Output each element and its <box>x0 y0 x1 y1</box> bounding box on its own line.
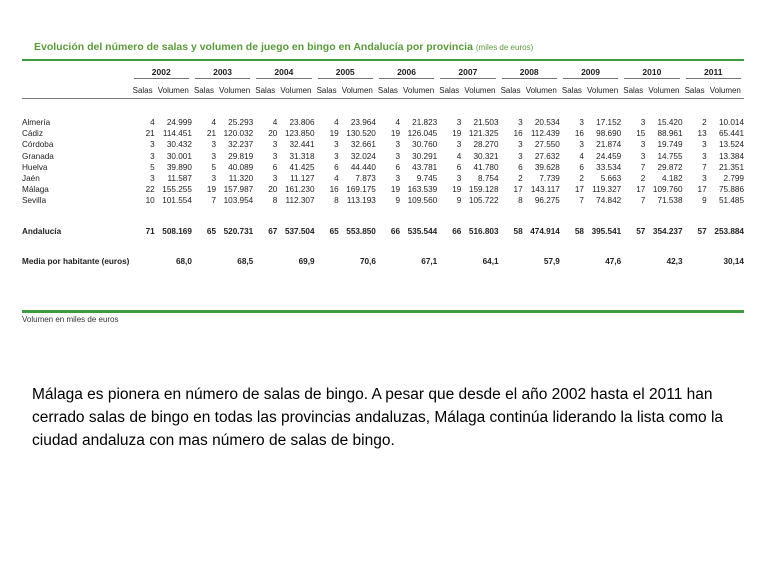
salas-column-header: Salas <box>437 82 461 99</box>
volumen-cell: 98.690 <box>596 129 622 139</box>
table-row <box>22 151 744 162</box>
volumen-cell: 30.291 <box>412 151 438 161</box>
salas-cell: 3 <box>211 174 217 184</box>
total-salas-cell: 57 <box>697 227 707 237</box>
year-header <box>192 64 253 82</box>
salas-cell: 17 <box>636 185 646 195</box>
province-name: Granada <box>22 151 54 161</box>
year-header-label: 2004 <box>256 67 311 79</box>
salas-column-header: Salas <box>683 82 707 99</box>
salas-column-header: Salas <box>192 82 216 99</box>
volumen-cell: 96.275 <box>534 196 560 206</box>
volumen-cell: 65.441 <box>718 129 744 139</box>
year-header-blank <box>22 64 131 82</box>
total-volumen-cell: 535.544 <box>407 227 438 237</box>
volumen-column-header: Volumen <box>155 82 192 99</box>
spacer-cell <box>22 239 744 255</box>
province-name: Jaén <box>22 174 40 184</box>
volumen-cell: 28.270 <box>473 140 499 150</box>
salas-column-header: Salas <box>253 82 277 99</box>
salas-cell: 7 <box>640 196 646 206</box>
province-name: Huelva <box>22 162 48 172</box>
total-volumen-cell: 253.884 <box>714 227 744 237</box>
volumen-cell: 51.485 <box>718 196 744 206</box>
salas-cell: 3 <box>395 151 400 161</box>
salas-cell: 2 <box>518 174 523 184</box>
volumen-cell: 41.425 <box>289 162 315 172</box>
salas-cell: 3 <box>150 140 155 150</box>
salas-cell: 4 <box>150 118 155 127</box>
salas-cell: 3 <box>150 174 155 184</box>
footnote: Volumen en miles de euros <box>22 315 119 324</box>
volumen-cell: 32.661 <box>350 140 376 150</box>
salas-cell: 19 <box>452 129 462 139</box>
volumen-cell: 25.293 <box>228 118 254 127</box>
salas-cell: 3 <box>334 151 339 161</box>
year-header-label: 2008 <box>502 67 557 79</box>
volumen-cell: 163.539 <box>407 185 438 195</box>
salas-cell: 4 <box>395 118 400 127</box>
salas-cell: 8 <box>272 196 278 206</box>
volumen-cell: 11.127 <box>290 174 315 184</box>
media-blank-cell <box>621 255 645 269</box>
media-value-cell: 57,9 <box>543 257 560 267</box>
media-value-cell: 70,6 <box>359 257 376 267</box>
volumen-cell: 31.318 <box>289 151 315 161</box>
salas-cell: 3 <box>211 151 217 161</box>
salas-cell: 5 <box>211 162 217 172</box>
volumen-column-header: Volumen <box>461 82 498 99</box>
volumen-cell: 39.628 <box>534 162 560 172</box>
spacer-row <box>22 239 744 255</box>
volumen-cell: 114.451 <box>162 129 192 139</box>
volumen-cell: 40.089 <box>228 162 254 172</box>
spacer-row <box>22 99 744 118</box>
volumen-cell: 10.014 <box>718 118 744 127</box>
volumen-cell: 8.754 <box>478 174 499 184</box>
salas-cell: 2 <box>579 174 584 184</box>
volumen-cell: 21.503 <box>473 118 499 127</box>
bingo-data-table <box>22 64 744 269</box>
salas-cell: 4 <box>272 118 278 127</box>
year-header-label: 2007 <box>440 67 495 79</box>
media-blank-cell <box>437 255 461 269</box>
year-header <box>315 64 376 82</box>
salas-cell: 3 <box>395 140 400 150</box>
volumen-cell: 112.307 <box>285 196 315 206</box>
volumen-cell: 4.182 <box>662 174 683 184</box>
media-blank-cell <box>315 255 339 269</box>
volumen-column-header: Volumen <box>645 82 682 99</box>
salas-cell: 6 <box>456 162 462 172</box>
table-title <box>34 41 533 53</box>
total-row <box>22 225 744 239</box>
volumen-cell: 143.117 <box>530 185 560 195</box>
volumen-cell: 123.850 <box>284 129 315 139</box>
table-row <box>22 173 744 184</box>
volumen-cell: 11.587 <box>167 174 192 184</box>
volumen-cell: 30.760 <box>412 140 438 150</box>
media-value-cell: 42,3 <box>666 257 683 267</box>
salas-cell: 3 <box>702 151 707 161</box>
salas-column-header: Salas <box>376 82 400 99</box>
salas-cell: 3 <box>456 118 462 127</box>
year-header <box>499 64 560 82</box>
salas-cell: 3 <box>702 140 707 150</box>
volumen-cell: 24.999 <box>166 118 192 127</box>
total-volumen-cell: 354.237 <box>652 227 683 237</box>
salas-cell: 7 <box>702 162 707 172</box>
volumen-cell: 101.554 <box>162 196 192 206</box>
volumen-cell: 161.230 <box>284 185 315 195</box>
total-volumen-cell: 553.850 <box>346 227 376 237</box>
salas-cell: 21 <box>145 129 155 139</box>
volumen-cell: 15.420 <box>657 118 683 127</box>
year-header-row <box>22 64 744 82</box>
salas-cell: 5 <box>150 162 155 172</box>
salas-cell: 6 <box>518 162 523 172</box>
salas-cell: 3 <box>211 140 217 150</box>
year-header-label: 2003 <box>195 67 250 79</box>
salas-cell: 3 <box>456 174 462 184</box>
province-name: Almería <box>22 118 51 127</box>
volumen-cell: 130.520 <box>346 129 376 139</box>
volumen-cell: 41.780 <box>473 162 499 172</box>
salas-cell: 7 <box>211 196 217 206</box>
salas-cell: 3 <box>334 140 339 150</box>
volumen-cell: 32.024 <box>350 151 376 161</box>
total-salas-cell: 65 <box>329 227 339 237</box>
bottom-divider <box>22 310 744 313</box>
volumen-cell: 120.032 <box>223 129 254 139</box>
salas-cell: 3 <box>640 140 646 150</box>
year-header-label: 2009 <box>563 67 618 79</box>
volumen-cell: 13.524 <box>718 140 744 150</box>
media-row <box>22 255 744 269</box>
year-header-label: 2002 <box>134 67 189 79</box>
volumen-cell: 33.534 <box>596 162 622 172</box>
volumen-cell: 30.432 <box>166 140 192 150</box>
volumen-cell: 126.045 <box>407 129 438 139</box>
table-row <box>22 184 744 195</box>
volumen-cell: 32.441 <box>289 140 315 150</box>
total-salas-cell: 58 <box>513 227 523 237</box>
salas-cell: 9 <box>702 196 707 206</box>
media-value-cell: 64,1 <box>482 257 499 267</box>
total-volumen-cell: 520.731 <box>223 227 254 237</box>
volumen-cell: 29.872 <box>657 162 683 172</box>
province-name: Sevilla <box>22 196 47 206</box>
salas-cell: 21 <box>206 129 217 139</box>
media-blank-cell <box>376 255 400 269</box>
media-value-cell: 68,5 <box>237 257 254 267</box>
column-header-blank <box>22 82 131 99</box>
salas-cell: 3 <box>272 151 278 161</box>
salas-cell: 22 <box>145 185 155 195</box>
volumen-column-header: Volumen <box>523 82 560 99</box>
salas-cell: 7 <box>640 162 646 172</box>
table-row <box>22 117 744 128</box>
salas-cell: 15 <box>636 129 646 139</box>
volumen-cell: 14.755 <box>657 151 683 161</box>
total-volumen-cell: 395.541 <box>591 227 622 237</box>
salas-cell: 8 <box>518 196 523 206</box>
salas-cell: 17 <box>513 185 523 195</box>
volumen-cell: 27.632 <box>534 151 560 161</box>
province-name: Cádiz <box>22 129 43 139</box>
media-blank-cell <box>253 255 277 269</box>
salas-cell: 3 <box>518 140 523 150</box>
salas-cell: 9 <box>456 196 462 206</box>
media-blank-cell <box>683 255 707 269</box>
spacer-row <box>22 207 744 225</box>
volumen-cell: 24.459 <box>596 151 622 161</box>
volumen-column-header: Volumen <box>216 82 253 99</box>
year-header <box>131 64 192 82</box>
media-blank-cell <box>192 255 216 269</box>
volumen-cell: 157.987 <box>223 185 254 195</box>
media-label: Media por habitante (euros) <box>22 257 130 267</box>
salas-cell: 6 <box>395 162 400 172</box>
year-header <box>560 64 621 82</box>
salas-cell: 6 <box>579 162 584 172</box>
year-header-label: 2006 <box>379 67 434 79</box>
salas-cell: 2 <box>640 174 646 184</box>
total-volumen-cell: 516.803 <box>468 227 499 237</box>
salas-cell: 6 <box>334 162 339 172</box>
salas-column-header: Salas <box>315 82 339 99</box>
salas-cell: 4 <box>211 118 217 127</box>
table-row <box>22 162 744 173</box>
volumen-column-header: Volumen <box>584 82 621 99</box>
volumen-cell: 44.440 <box>350 162 376 172</box>
volumen-cell: 74.842 <box>596 196 622 206</box>
media-blank-cell <box>560 255 584 269</box>
salas-cell: 3 <box>395 174 400 184</box>
total-salas-cell: 71 <box>145 227 155 237</box>
salas-cell: 2 <box>702 118 707 127</box>
volumen-cell: 105.722 <box>468 196 499 206</box>
total-volumen-cell: 537.504 <box>284 227 315 237</box>
salas-cell: 3 <box>579 140 584 150</box>
salas-cell: 3 <box>456 140 462 150</box>
volumen-cell: 159.128 <box>468 185 499 195</box>
volumen-cell: 119.327 <box>592 185 622 195</box>
salas-cell: 3 <box>518 151 523 161</box>
volumen-cell: 30.001 <box>166 151 192 161</box>
salas-cell: 19 <box>329 129 339 139</box>
total-salas-cell: 58 <box>574 227 584 237</box>
salas-cell: 4 <box>334 118 339 127</box>
table-row <box>22 128 744 139</box>
volumen-cell: 23.964 <box>350 118 376 127</box>
salas-cell: 3 <box>579 118 584 127</box>
media-value-cell: 30,14 <box>723 257 744 267</box>
volumen-cell: 17.152 <box>596 118 622 127</box>
salas-column-header: Salas <box>560 82 584 99</box>
salas-cell: 6 <box>272 162 278 172</box>
total-salas-cell: 65 <box>206 227 217 237</box>
volumen-cell: 109.560 <box>407 196 438 206</box>
salas-cell: 3 <box>640 151 646 161</box>
salas-cell: 3 <box>272 174 278 184</box>
volumen-cell: 21.351 <box>718 162 744 172</box>
salas-cell: 19 <box>452 185 462 195</box>
year-header-label: 2005 <box>318 67 373 79</box>
table-row <box>22 139 744 150</box>
year-header <box>376 64 437 82</box>
volumen-cell: 32.237 <box>228 140 254 150</box>
total-salas-cell: 67 <box>268 227 278 237</box>
total-volumen-cell: 474.914 <box>530 227 560 237</box>
volumen-cell: 21.823 <box>412 118 438 127</box>
volumen-cell: 121.325 <box>468 129 499 139</box>
media-blank-cell <box>131 255 155 269</box>
volumen-cell: 169.175 <box>346 185 376 195</box>
province-name: Málaga <box>22 185 49 195</box>
media-value-cell: 69,9 <box>298 257 315 267</box>
salas-cell: 3 <box>702 174 707 184</box>
year-header <box>437 64 498 82</box>
salas-cell: 16 <box>513 129 523 139</box>
salas-cell: 4 <box>456 151 462 161</box>
salas-cell: 17 <box>697 185 707 195</box>
volumen-cell: 112.439 <box>530 129 560 139</box>
volumen-column-header: Volumen <box>400 82 437 99</box>
salas-cell: 10 <box>145 196 155 206</box>
volumen-cell: 11.320 <box>228 174 254 184</box>
salas-column-header: Salas <box>499 82 523 99</box>
province-name: Córdoba <box>22 140 54 150</box>
total-salas-cell: 66 <box>452 227 462 237</box>
year-header <box>621 64 682 82</box>
salas-cell: 19 <box>390 129 400 139</box>
media-value-cell: 67,1 <box>421 257 438 267</box>
year-header-label: 2010 <box>624 67 679 79</box>
salas-cell: 16 <box>574 129 584 139</box>
volumen-cell: 21.874 <box>596 140 622 150</box>
volumen-cell: 23.806 <box>289 118 315 127</box>
salas-cell: 3 <box>640 118 646 127</box>
year-header-label: 2011 <box>686 67 741 79</box>
salas-column-header: Salas <box>621 82 645 99</box>
volumen-cell: 2.799 <box>723 174 744 184</box>
salas-cell: 20 <box>268 185 278 195</box>
salas-cell: 20 <box>268 129 278 139</box>
table-row <box>22 195 744 206</box>
volumen-cell: 27.550 <box>534 140 560 150</box>
volumen-cell: 113.193 <box>346 196 376 206</box>
column-header-row <box>22 82 744 99</box>
table-title-text: Evolución del número de salas y volumen de juego en bingo en Andalucía por provincia <box>34 41 473 53</box>
volumen-cell: 20.534 <box>534 118 560 127</box>
total-salas-cell: 66 <box>390 227 400 237</box>
spacer-cell <box>22 207 744 225</box>
volumen-cell: 155.255 <box>162 185 192 195</box>
salas-cell: 3 <box>518 118 523 127</box>
volumen-cell: 19.749 <box>657 140 683 150</box>
salas-cell: 17 <box>574 185 584 195</box>
volumen-cell: 9.745 <box>416 174 438 184</box>
media-value-cell: 47,6 <box>605 257 622 267</box>
volumen-cell: 7.873 <box>355 174 376 184</box>
salas-cell: 4 <box>579 151 584 161</box>
media-blank-cell <box>499 255 523 269</box>
volumen-cell: 29.819 <box>228 151 254 161</box>
salas-cell: 3 <box>272 140 278 150</box>
table-title-unit: (miles de euros) <box>475 43 534 52</box>
salas-cell: 9 <box>395 196 400 206</box>
salas-column-header: Salas <box>131 82 155 99</box>
volumen-cell: 71.538 <box>657 196 683 206</box>
media-value-cell: 68,0 <box>175 257 192 267</box>
spacer-cell <box>22 99 744 118</box>
year-header <box>683 64 744 82</box>
volumen-cell: 5.663 <box>600 174 622 184</box>
volumen-cell: 43.781 <box>412 162 438 172</box>
volumen-column-header: Volumen <box>277 82 314 99</box>
volumen-cell: 75.886 <box>718 185 744 195</box>
total-salas-cell: 57 <box>636 227 646 237</box>
top-divider <box>22 59 744 61</box>
total-volumen-cell: 508.169 <box>162 227 192 237</box>
volumen-cell: 7.739 <box>539 174 560 184</box>
volumen-cell: 39.890 <box>166 162 192 172</box>
volumen-column-header: Volumen <box>339 82 376 99</box>
year-header <box>253 64 314 82</box>
salas-cell: 3 <box>150 151 155 161</box>
volumen-cell: 103.954 <box>223 196 254 206</box>
volumen-cell: 88.961 <box>657 129 683 139</box>
salas-cell: 16 <box>329 185 339 195</box>
salas-cell: 19 <box>390 185 400 195</box>
commentary-paragraph: Málaga es pionera en número de salas de bingo. A pesar que desde el año 2002 hasta el 2011 han cerrado salas de bingo en todas las provincias andaluzas, Málaga continúa liderando la lista como la ciudad andaluza con mas número de salas de bingo. <box>32 386 724 449</box>
salas-cell: 4 <box>334 174 339 184</box>
salas-cell: 19 <box>206 185 217 195</box>
total-label: Andalucía <box>22 227 62 237</box>
salas-cell: 13 <box>697 129 707 139</box>
volumen-cell: 30.321 <box>473 151 499 161</box>
salas-cell: 7 <box>579 196 584 206</box>
volumen-cell: 13.384 <box>718 151 744 161</box>
volumen-cell: 109.760 <box>652 185 683 195</box>
volumen-column-header: Volumen <box>707 82 744 99</box>
salas-cell: 8 <box>334 196 339 206</box>
